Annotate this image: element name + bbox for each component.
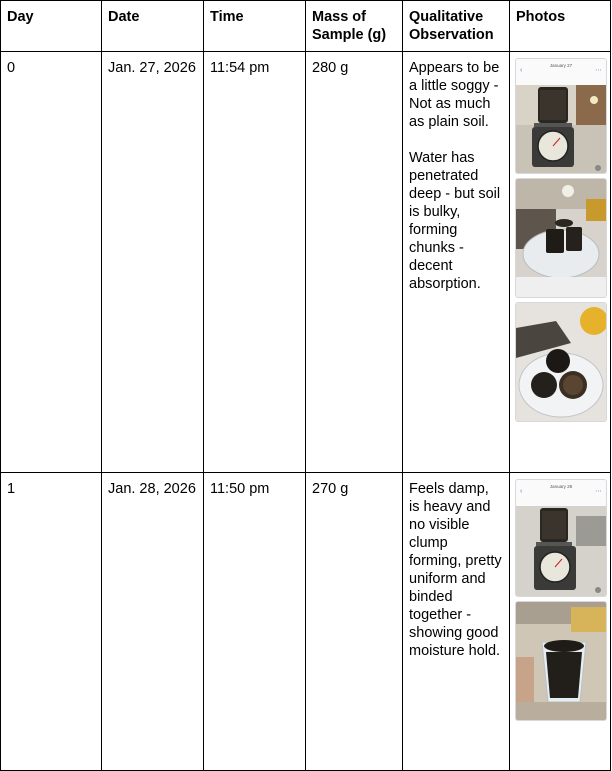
photo-header-date: January 28	[549, 484, 573, 489]
soil-cups-photo[interactable]	[516, 179, 606, 297]
date-cell: Jan. 27, 2026	[102, 52, 204, 473]
soil-cups-closeup-photo[interactable]	[516, 303, 606, 421]
header-date: Date	[102, 1, 204, 52]
chevron-left-icon: ‹	[520, 488, 523, 495]
scale-photo-screenshot[interactable]	[516, 480, 606, 596]
observation-cell	[403, 473, 510, 771]
photos-cell	[510, 52, 611, 473]
hand-holding-cup-image	[516, 602, 606, 720]
observation-cell	[403, 52, 510, 473]
table-row	[1, 52, 611, 473]
scale-photo-screenshot[interactable]	[516, 59, 606, 173]
chevron-left-icon: ‹	[520, 67, 523, 74]
share-icon: ⋯	[595, 67, 602, 74]
mass-cell: 280 g	[306, 52, 403, 473]
header-photos: Photos	[510, 1, 611, 52]
header-day: Day	[1, 1, 102, 52]
photo-header-date: January 27	[549, 63, 573, 68]
scale-photo-image	[516, 85, 606, 173]
day-cell: 1	[1, 473, 102, 771]
header-time: Time	[204, 1, 306, 52]
day-cell: 0	[1, 52, 102, 473]
observation-text: Appears to be a little soggy - Not as much as plain soil.	[409, 60, 500, 130]
hand-holding-cup-photo[interactable]	[516, 602, 606, 720]
header-mass: Mass of Sample (g)	[306, 1, 403, 52]
mass-cell: 270 g	[306, 473, 403, 771]
photo-app-header	[516, 480, 606, 506]
soil-cups-closeup-image	[516, 303, 606, 421]
observation-text: Water has penetrated deep - but soil is bulky, forming chunks - decent absorption.	[409, 150, 501, 292]
date-cell: Jan. 28, 2026	[102, 473, 204, 771]
photo-app-header	[516, 59, 606, 85]
observation-text: Feels damp, is heavy and no visible clump forming, pretty uniform and binded together - showing good moisture hold.	[409, 481, 502, 659]
time-cell: 11:54 pm	[204, 52, 306, 473]
soil-cups-image	[516, 179, 606, 297]
table-row	[1, 473, 611, 771]
photos-cell	[510, 473, 611, 771]
scale-photo-image	[516, 506, 606, 596]
share-icon: ⋯	[595, 488, 602, 495]
header-row	[1, 1, 611, 52]
header-observation: Qualitative Observation	[403, 1, 510, 52]
time-cell: 11:50 pm	[204, 473, 306, 771]
